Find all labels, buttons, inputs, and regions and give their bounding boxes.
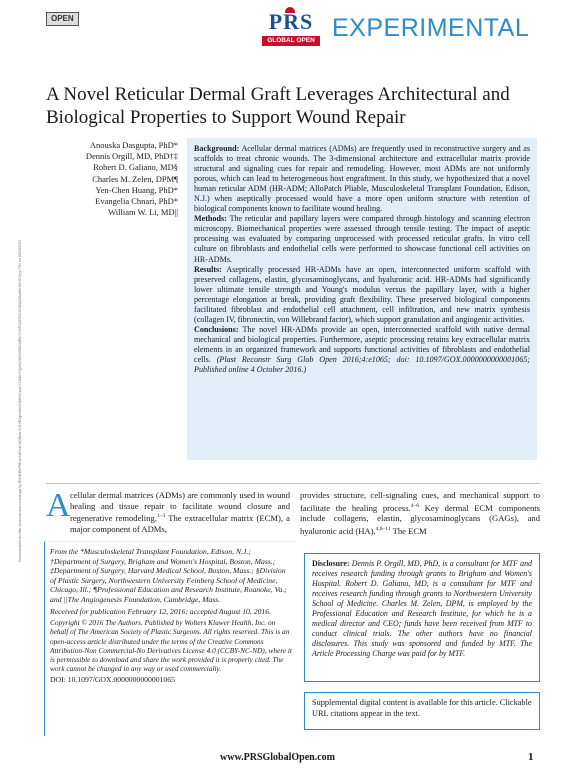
download-note: Downloaded from http://journals.lww.com/prsgo by BhDMf5ePHKav1zEoum1tQfN4a+kJLhEZgbsIHo4XMi0hCywCX1AWnYQp/IlQrHD3i3D0OdRyi7TvSFl4Cf3VC4/OAVpDDa8KKGKV0Ymy+78= on 08/28/2021 xyxy=(18,239,22,562)
abstract-conclusions-text: The novel HR-ADMs provide an open, interconnected scaffold with native dermal mechanical and biological properties. Furthermore, aseptic processing retains key extracellular matrix elements in an organized framework and supports functional activities of fibroblasts and endothelial cells. xyxy=(194,324,530,364)
body-text: The extracellular matrix (ECM), a major component of ADMs, xyxy=(70,513,290,534)
body-column-left xyxy=(46,487,290,534)
logo-subtitle: GLOBAL OPEN xyxy=(262,36,320,46)
affiliation-text: From the *Musculoskeletal Transplant Foundation, Edison, N.J.; †Department of Surgery, Brigham and Women's Hospital, Boston, Mass.; ‡Department of Surgery, Harvard Medical School, Boston, Mass.; §Division of Plastic Surgery, Northwestern University Feinberg School of Medicine, Chicago, Ill.; ¶Professional Education and Research Institute, Roanoke, Va.; and ||The Angiogenesis Foundation, Cambridge, Mass. xyxy=(50,547,287,604)
body-text: Key dermal ECM components include collagens, elastin, glycosaminoglycans (GAGs), and hyaluronic acid (HA). xyxy=(300,502,540,536)
abstract-results-text: Aseptically processed HR-ADMs have an open, interconnected uniform scaffold with preserved collagens, elastin, glycosaminoglycans, and hyaluronic acid. HR-ADMs had significantly lower ultimate tensile strength and Young's modulus versus the papillary layer, with a higher percentage elongation at break, providing graft flexibility. These preserved biological components facilitated fibroblast and endothelial cell attachment, cell infiltration, and new matrix synthesis (collagen IV, fibronectin, von Willebrand factor), which support granulation and angiogenic activities. xyxy=(194,264,530,324)
abstract-background-label: Background: xyxy=(194,144,240,153)
disclosure-label: Disclosure: xyxy=(312,559,350,568)
section-divider xyxy=(46,483,540,484)
logo-text: PRS xyxy=(268,9,314,34)
author-name[interactable]: Dennis Orgill, MD, PhD†‡ xyxy=(85,151,178,162)
abstract-conclusions xyxy=(194,325,530,375)
abstract-results xyxy=(194,265,530,325)
affiliation-box xyxy=(44,541,296,736)
body-text: provides structure, cell-signaling cues, and mechanical support to facilitate the healing process. xyxy=(300,490,540,513)
received-dates: Received for publication February 12, 2016; accepted August 10, 2016. xyxy=(50,606,272,616)
body-paragraph xyxy=(300,490,540,536)
author-name[interactable]: Yen-Chen Huang, PhD* xyxy=(95,184,178,195)
open-access-badge: OPEN xyxy=(46,12,79,26)
body-text: The ECM xyxy=(390,525,427,536)
abstract-background-text: Acellular dermal matrices (ADMs) are frequently used in reconstructive surgery and as scaffolds to treat chronic wounds. The 3-dimensional architecture and extracellular matrix provide structural and signaling cues for repair and remodeling. However, most ADMs are not uniformly porous, which can lead to heterogeneous host engraftment. In this study, we hypothesized that a novel human reticular ADM (HR-ADM; AlloPatch Pliable, Musculoskeletal Transplant Foundation, Edison, N.J.) when aseptically processed would have a more open uniform structure with retention of biological components known to facilitate wound healing. xyxy=(194,144,531,214)
article-title: A Novel Reticular Dermal Graft Leverages Architectural and Biological Properties to Support Wound Repair xyxy=(46,84,510,128)
section-label: EXPERIMENTAL xyxy=(332,14,530,42)
abstract-conclusions-label: Conclusions: xyxy=(194,324,239,334)
abstract-background xyxy=(194,144,530,214)
disclosure-text: Dennis P. Orgill, MD, PhD, is a consultant for MTF and receives research funding through grants to Brigham and Women's Hospital. Robert D. Galiano, MD, is a consultant for MTF and receives research funding through grants to Northwestern University School of Medicine. Charles M. Zelen, DPM, is employed by the Professional Education and Research Institute, for which he is a medical director and CEO; funds have been received from MTF to conduct clinical trials. The other authors have no financial disclosures. This study was sponsored and funded by MTF. The Article Processing Charge was paid for by MTF. xyxy=(312,559,532,658)
reference-link[interactable]: 4,6–11 xyxy=(375,525,391,532)
body-text: cellular dermal matrices (ADMs) are commonly used in wound healing and tissue repair to facilitate wound closure and regenerative remodeling. xyxy=(70,490,290,524)
abstract-methods-label: Methods: xyxy=(194,214,227,224)
supplemental-note: Supplemental digital content is available for this article. Clickable URL citations appear in the text. xyxy=(304,692,540,730)
page-number: 1 xyxy=(528,751,534,763)
abstract-methods xyxy=(194,214,530,264)
journal-url-link[interactable]: www.PRSGlobalOpen.com xyxy=(220,752,336,763)
author-name[interactable]: Anouska Dasgupta, PhD* xyxy=(89,140,178,150)
abstract-box xyxy=(187,138,537,460)
drop-cap: A xyxy=(46,487,71,524)
author-name[interactable]: Robert D. Galiano, MD§ xyxy=(93,162,178,173)
abstract-methods-text: The reticular and papillary layers were compared through histology and scanning electron microscopy. Biomechanical properties were assessed through tensile testing. The impact of aseptic processing was evaluated by comparing unprocessed with processed reticular grafts. In vitro cell culture on fibroblasts and endothelial cells were performed to showcase functional cell activities on HR-ADMs. xyxy=(194,214,530,264)
author-list xyxy=(60,140,178,218)
abstract-results-label: Results: xyxy=(194,264,222,274)
reference-link[interactable]: 4–6 xyxy=(410,502,420,509)
body-column-right xyxy=(300,490,540,536)
body-paragraph xyxy=(46,487,290,534)
author-name[interactable]: Evangelia Chnari, PhD* xyxy=(95,196,178,207)
copyright-notice: Copyright © 2016 The Authors. Published by Wolters Kluwer Health, Inc. on behalf of The American Society of Plastic Surgeons. All rights reserved. This is an open-access article distributed under the terms of the Creative Commons Attribution-Non Commercial-No Derivatives License 4.0 (CCBY-NC-ND), where it is permissible to download and share the work provided it is properly cited. The work cannot be changed in any way or used commercially. xyxy=(50,618,292,674)
reference-link[interactable]: 1–3 xyxy=(156,513,166,520)
journal-logo[interactable] xyxy=(256,10,326,48)
doi-link[interactable]: DOI: 10.1097/GOX.0000000000001065 xyxy=(50,675,175,685)
author-name[interactable]: William W. Li, MD|| xyxy=(108,207,178,218)
abstract-citation[interactable]: (Plast Reconstr Surg Glob Open 2016;4:e1065; doi: 10.1097/GOX.0000000000001065; Published online 4 October 2016.) xyxy=(194,354,530,375)
author-name[interactable]: Charles M. Zelen, DPM¶ xyxy=(92,173,178,184)
disclosure-box xyxy=(304,553,540,682)
